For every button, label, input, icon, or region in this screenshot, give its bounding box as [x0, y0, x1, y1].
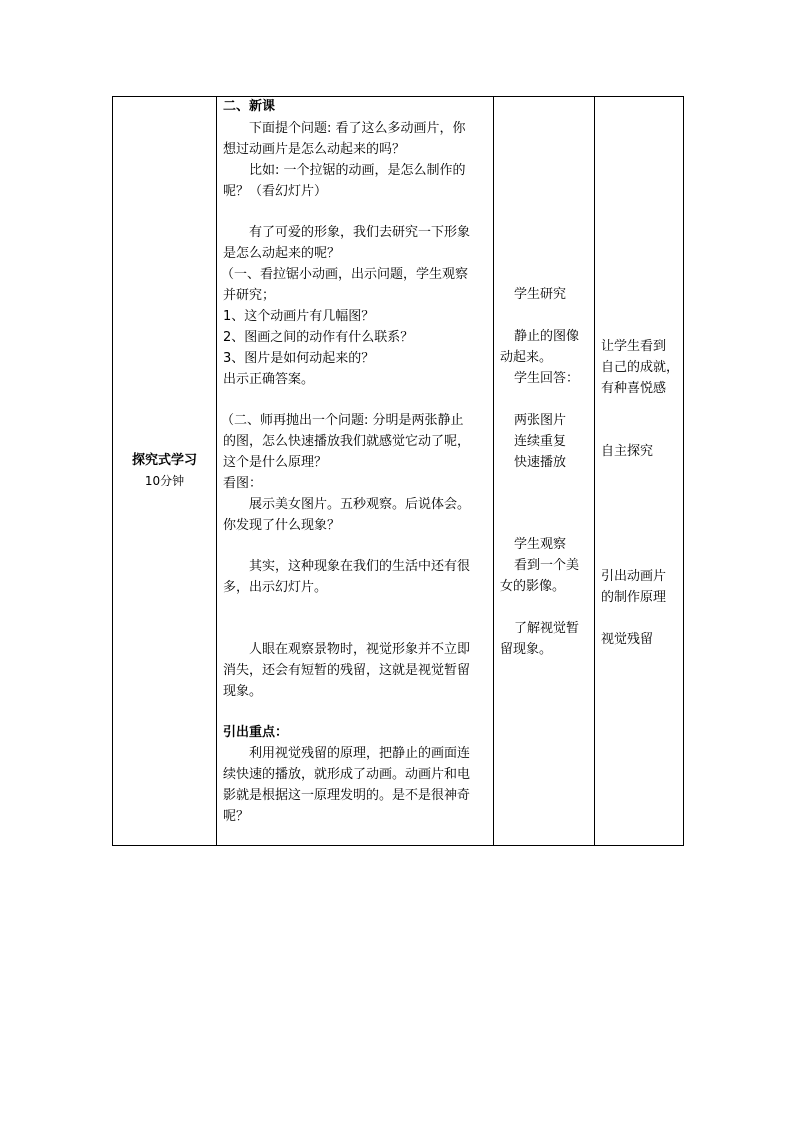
student-line: 动起来。 — [500, 350, 553, 365]
intent-line: 的制作原理 — [601, 590, 667, 605]
content-line: 展示美女图片。五秒观察。后说体会。 — [249, 497, 471, 512]
intent-line: 视觉残留 — [601, 632, 654, 647]
content-line: 有了可爱的形象，我们去研究一下形象 — [249, 225, 471, 240]
content-line: 消失，还会有短暂的残留，这就是视觉暂留 — [223, 663, 471, 678]
content-line: 影就是根据这一原理发明的。是不是很神奇 — [223, 788, 471, 803]
content-line: （二、师再抛出一个问题: 分明是两张静止 — [221, 413, 464, 428]
teaching-content-cell — [217, 97, 494, 846]
table-row — [113, 97, 684, 846]
student-line: 学生回答： — [514, 371, 580, 386]
content-line: 下面提个问题: 看了这么多动画片，你 — [249, 121, 466, 136]
student-line: 女的影像。 — [500, 579, 566, 594]
design-intent-cell — [595, 97, 684, 846]
content-line: 现象。 — [223, 684, 263, 699]
section-heading: 二、新课 — [223, 99, 276, 114]
key-point-heading: 引出重点： — [223, 725, 289, 740]
intent-line: 让学生看到 — [601, 339, 667, 354]
student-line: 学生研究 — [514, 287, 567, 302]
content-line: 其实，这种现象在我们的生活中还有很 — [249, 559, 471, 574]
intent-line: 自主探究 — [601, 444, 654, 459]
content-line: 3、图片是如何动起来的？ — [223, 351, 375, 366]
student-line: 学生观察 — [514, 537, 567, 552]
content-line: 2、图画之间的动作有什么联系？ — [223, 330, 414, 345]
content-line: （一、看拉锯小动画，出示问题，学生观察 — [221, 267, 469, 282]
stage-title: 探究式学习 — [131, 453, 197, 468]
student-line: 看到一个美 — [514, 558, 580, 573]
content-line: 看图： — [223, 476, 263, 491]
content-line: 出示正确答案。 — [223, 372, 315, 387]
content-line: 你发现了什么现象？ — [223, 518, 341, 533]
student-line: 留现象。 — [500, 642, 553, 657]
content-line: 是怎么动起来的呢？ — [223, 246, 341, 261]
student-line: 连续重复 — [514, 434, 567, 449]
intent-line: 有种喜悦感 — [601, 381, 667, 396]
student-line: 快速播放 — [514, 455, 567, 470]
content-line: 呢？（看幻灯片） — [223, 184, 328, 199]
content-line: 多，出示幻灯片。 — [223, 580, 328, 595]
student-activity-cell — [494, 97, 595, 846]
content-line: 1、这个动画片有几幅图？ — [223, 309, 375, 324]
content-line: 并研究； — [223, 288, 276, 303]
content-line: 的图，怎么快速播放我们就感觉它动了呢， — [223, 434, 471, 449]
content-line: 利用视觉残留的原理，把静止的画面连 — [249, 746, 471, 761]
content-line: 续快速的播放，就形成了动画。动画片和电 — [223, 767, 471, 782]
intent-line: 引出动画片 — [601, 569, 667, 584]
stage-cell — [113, 97, 217, 846]
student-line: 两张图片 — [514, 413, 567, 428]
content-line: 想过动画片是怎么动起来的吗？ — [223, 142, 406, 157]
student-line: 了解视觉暂 — [514, 621, 580, 636]
stage-time: 10分钟 — [144, 474, 185, 488]
content-line: 呢？ — [223, 809, 250, 824]
student-line: 静止的图像 — [514, 329, 580, 344]
intent-line: 自己的成就， — [601, 360, 680, 375]
content-line: 人眼在观察景物时，视觉形象并不立即 — [249, 642, 471, 657]
lesson-plan-table — [112, 96, 684, 846]
content-line: 这个是什么原理？ — [223, 455, 328, 470]
content-line: 比如: 一个拉锯的动画，是怎么制作的 — [249, 163, 466, 178]
